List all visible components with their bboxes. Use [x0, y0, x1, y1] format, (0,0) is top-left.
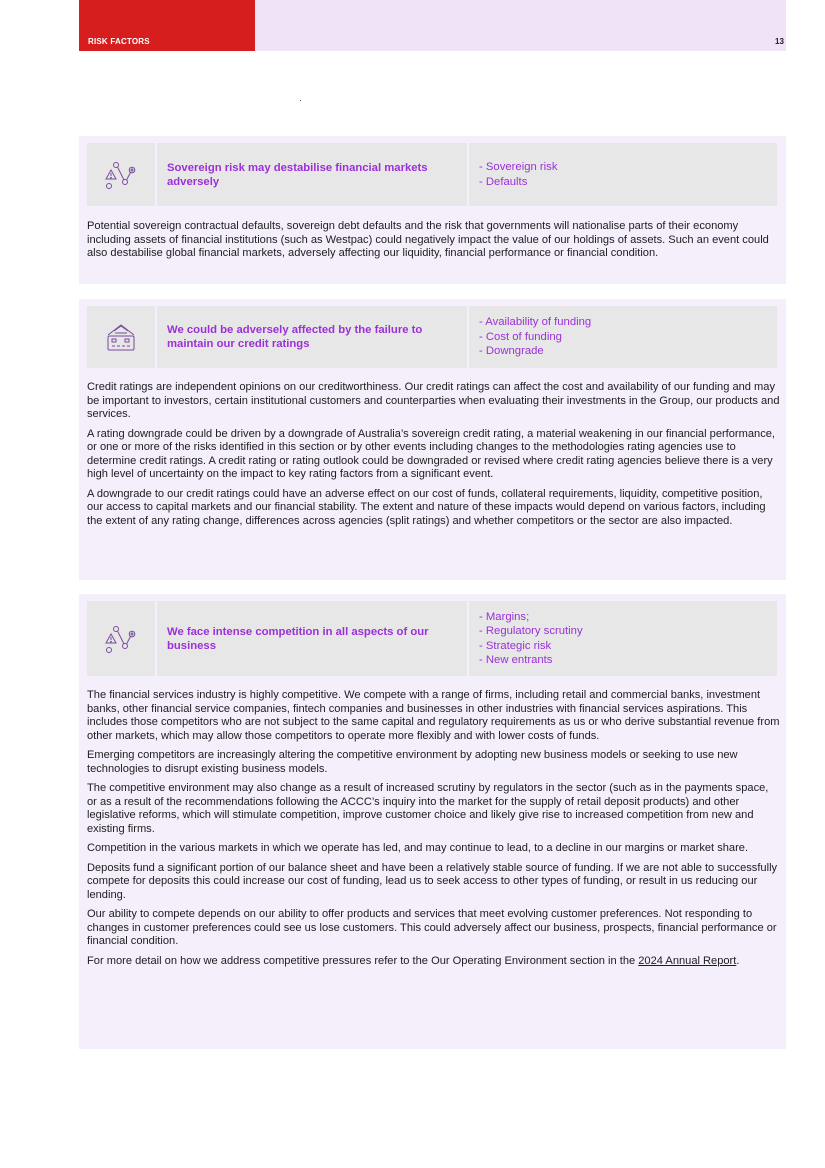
- risk-title: We could be adversely affected by the failure to maintain our credit ratings: [167, 324, 423, 350]
- section-label: RISK FACTORS: [88, 37, 150, 46]
- risk-paragraph: Emerging competitors are increasingly altering the competitive environment by adopting new business models or seeking to use new technologies to disrupt existing business models.: [87, 749, 738, 775]
- section-tab: [79, 0, 255, 51]
- risk-card-header: [87, 601, 777, 676]
- risk-paragraph: Competition in the various markets in which we operate has led, and may continue to lead, to a decline in our margins or market share.: [87, 842, 749, 854]
- risk-tag: - Strategic risk: [479, 639, 552, 652]
- risk-paragraph: A rating downgrade could be driven by a downgrade of Australia’s sovereign credit rating, a material weakening in our financial performance, or one or more of the risks identified in this section or by other events including changes to the methodologies rating agencies use to determine credit ratings. A credit rating or rating outlook could be downgraded or revised where credit rating agencies believe there is a very high level of uncertainty on the impact to key rating factors from a significant event.: [87, 427, 776, 480]
- risk-paragraph: The financial services industry is highly competitive. We compete with a range of firms, including retail and commercial banks, investment banks, other financial service companies, fintech companies and businesses in other industries with financial services aspirations. This includes those competitors who are not subject to the same capital and regulatory requirements as us or who derive substantial revenue from other markets, which may allow those competitors to operate more flexibly and with lower costs of funds.: [87, 689, 780, 742]
- risk-body: [87, 220, 781, 267]
- network-warning-icon: [104, 623, 138, 655]
- risk-paragraph: Credit ratings are independent opinions on our creditworthiness. Our credit ratings can affect the cost and availability of our funding and may be important to investors, certain institutional customers and counterparties when evaluating their investments in the Group, our products and services.: [87, 381, 780, 420]
- risk-tag: - Cost of funding: [479, 330, 562, 343]
- risk-tags: [469, 601, 777, 676]
- risk-title-box: [157, 306, 467, 368]
- bank-card-icon: [104, 322, 138, 352]
- risk-card-header: [87, 143, 777, 206]
- risk-card-header: [87, 306, 777, 368]
- risk-title-box: [157, 143, 467, 206]
- risk-tag: - Defaults: [479, 175, 528, 188]
- risk-tag: - Downgrade: [479, 345, 544, 358]
- closing-suffix: .: [736, 954, 740, 967]
- risk-tag: - New entrants: [479, 654, 553, 666]
- stray-dot: [300, 100, 301, 101]
- risk-paragraph: A downgrade to our credit ratings could have an adverse effect on our cost of funds, collateral requirements, liquidity, competitive position, our access to capital markets and our financial stability. The extent and nature of these impacts would depend on various factors, including the extent of any rating change, differences across agencies (split ratings) and whether competitors or the sector are also impacted.: [87, 487, 766, 527]
- risk-body: [87, 689, 781, 974]
- risk-paragraph: Potential sovereign contractual defaults, sovereign debt defaults and the risk that governments will nationalise parts of their economy including assets of financial institutions (such as Westpac) could negatively impact the value of our holdings of assets. Such an event could also destabilise global financial markets, adversely affecting our liquidity, financial performance or financial condition.: [87, 220, 769, 259]
- risk-card-competition: [79, 594, 786, 1049]
- risk-closing-paragraph: [87, 955, 781, 969]
- network-warning-icon: [104, 159, 138, 191]
- risk-icon-box: [87, 601, 155, 676]
- page-number: 13: [775, 37, 784, 46]
- risk-icon-box: [87, 143, 155, 206]
- risk-paragraph: The competitive environment may also change as a result of increased scrutiny by regulators in the sector (such as in the payments space, or as a result of the recommendations following the ACCC’s inquiry into the market for the supply of retail deposit products) and other legislative reforms, which will stimulate competition, improve customer choice and likely give rise to increased competition from new and existing firms.: [87, 782, 769, 835]
- risk-card-credit-ratings: [79, 299, 786, 580]
- risk-icon-box: [87, 306, 155, 368]
- risk-card-sovereign: [79, 136, 786, 284]
- risk-body: [87, 381, 781, 534]
- risk-tags: [469, 306, 777, 368]
- risk-tag: - Regulatory scrutiny: [479, 625, 583, 637]
- risk-title: Sovereign risk may destabilise financial markets adversely: [167, 161, 428, 188]
- risk-tag: - Availability of funding: [479, 316, 592, 329]
- risk-tags: [469, 143, 777, 206]
- closing-text: For more detail on how we address competitive pressures refer to the Our Operating Environment section in the: [87, 954, 639, 967]
- annual-report-link[interactable]: 2024 Annual Report: [638, 954, 737, 967]
- risk-tag: - Margins;: [479, 610, 530, 623]
- page-header: [79, 0, 786, 51]
- risk-title: We face intense competition in all aspects of our business: [167, 625, 429, 652]
- risk-tag: - Sovereign risk: [479, 161, 558, 173]
- risk-title-box: [157, 601, 467, 676]
- risk-paragraph: Deposits fund a significant portion of our balance sheet and have been a relatively stable source of funding. If we are not able to successfully compete for deposits this could increase our cost of funding, lead us to seek access to other types of funding, or result in us reducing our lending.: [87, 861, 778, 901]
- risk-paragraph: Our ability to compete depends on our ability to offer products and services that meet evolving customer preferences. Not responding to changes in customer preferences could see us lose customers. This could adversely affect our business, prospects, financial performance or financial condition.: [87, 908, 777, 947]
